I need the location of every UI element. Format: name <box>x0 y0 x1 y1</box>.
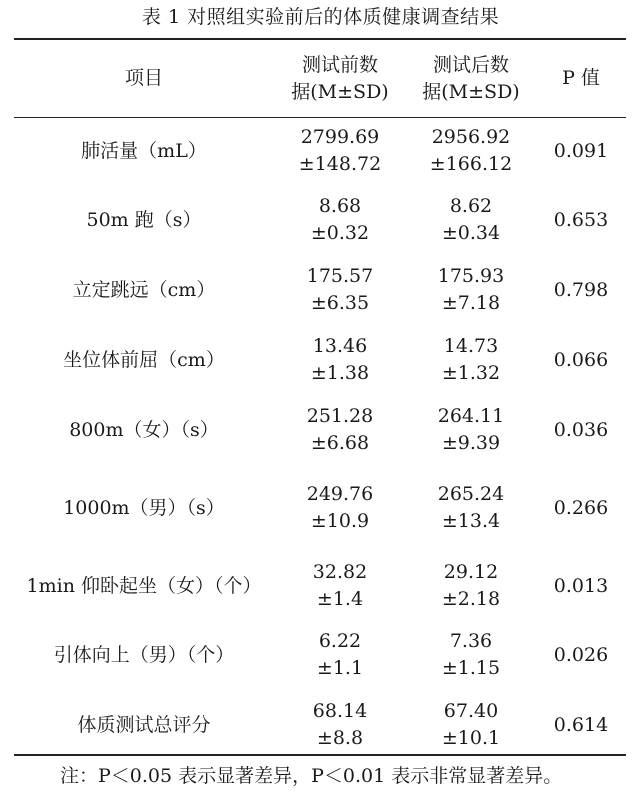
row-pre-value <box>274 689 406 761</box>
header-post-line1: 测试后数 <box>432 53 509 76</box>
header-item: 项目 <box>124 67 163 89</box>
row-item-label: 体质测试总评分 <box>77 713 211 736</box>
table-row <box>14 185 626 255</box>
row-pre-value <box>274 551 406 621</box>
table-row <box>14 117 626 185</box>
row-pre-value <box>274 117 406 185</box>
row-pre-mean: 68.14 <box>312 700 368 722</box>
row-post-value <box>406 689 536 761</box>
row-pre-mean: 249.76 <box>306 483 374 505</box>
row-pre-mean: 175.57 <box>306 265 374 287</box>
row-item-label: 50m 跑（s） <box>86 208 202 231</box>
table-row <box>14 465 626 551</box>
table-footnote: 注：P＜0.05 表示显著差异，P＜0.01 表示非常显著差异。 <box>60 765 563 787</box>
row-post-mean: 14.73 <box>443 335 499 357</box>
row-pre-value <box>274 185 406 255</box>
row-post-sd: ±10.1 <box>441 727 501 749</box>
row-pre-sd: ±8.8 <box>316 727 364 749</box>
row-post-value <box>406 465 536 551</box>
row-pre-value <box>274 465 406 551</box>
row-post-value <box>406 325 536 395</box>
row-pre-value <box>274 325 406 395</box>
row-post-mean: 8.62 <box>449 195 493 217</box>
header-pre <box>274 40 406 117</box>
row-pre-mean: 6.22 <box>318 630 362 652</box>
row-p-value: 0.091 <box>553 139 609 162</box>
row-post-sd: ±7.18 <box>441 292 501 314</box>
row-pre-sd: ±10.9 <box>310 510 370 532</box>
row-item-label: 800m（女）（s） <box>69 418 219 441</box>
table-row <box>14 621 626 689</box>
row-post-mean: 175.93 <box>437 265 505 287</box>
table-title: 表 1 对照组实验前后的体质健康调查结果 <box>141 6 500 28</box>
row-pre-value <box>274 621 406 689</box>
table-body <box>14 117 626 761</box>
table-row <box>14 325 626 395</box>
row-p-value: 0.066 <box>553 348 609 371</box>
row-item-label: 肺活量（mL） <box>81 139 207 162</box>
row-post-value <box>406 255 536 325</box>
header-post-line2: 据(M±SD) <box>422 80 520 103</box>
row-post-sd: ±0.34 <box>441 222 501 244</box>
row-pre-mean: 8.68 <box>318 195 362 217</box>
header-pre-line2: 据(M±SD) <box>291 80 389 103</box>
row-pre-value <box>274 395 406 465</box>
row-p-value: 0.026 <box>553 643 609 666</box>
header-pre-line1: 测试前数 <box>301 53 378 76</box>
row-p-value: 0.013 <box>553 574 609 597</box>
row-post-mean: 7.36 <box>449 630 493 652</box>
row-pre-mean: 251.28 <box>306 405 374 427</box>
row-pre-mean: 32.82 <box>312 561 368 583</box>
row-p-value: 0.036 <box>553 418 609 441</box>
row-post-mean: 264.11 <box>437 405 505 427</box>
row-pre-sd: ±1.1 <box>316 657 364 679</box>
table-row <box>14 689 626 761</box>
row-pre-sd: ±1.4 <box>316 588 364 610</box>
row-post-sd: ±13.4 <box>441 510 501 532</box>
row-pre-sd: ±6.35 <box>310 292 370 314</box>
row-post-value <box>406 117 536 185</box>
table-header-row <box>14 40 626 117</box>
row-post-value <box>406 395 536 465</box>
row-pre-sd: ±1.38 <box>310 362 370 384</box>
row-pre-sd: ±0.32 <box>310 222 370 244</box>
row-post-sd: ±1.15 <box>441 657 501 679</box>
row-post-mean: 67.40 <box>443 700 499 722</box>
row-post-value <box>406 621 536 689</box>
row-post-sd: ±9.39 <box>441 432 501 454</box>
table-row <box>14 551 626 621</box>
row-post-mean: 29.12 <box>443 561 499 583</box>
header-post <box>406 40 536 117</box>
row-pre-mean: 13.46 <box>312 335 368 357</box>
row-p-value: 0.653 <box>553 208 609 231</box>
row-p-value: 0.614 <box>553 713 609 736</box>
table-row <box>14 395 626 465</box>
row-post-mean: 265.24 <box>437 483 505 505</box>
table-row <box>14 255 626 325</box>
row-post-value <box>406 185 536 255</box>
row-post-value <box>406 551 536 621</box>
row-item-label: 立定跳远（cm） <box>72 278 216 301</box>
row-item-label: 1000m（男）（s） <box>63 496 225 519</box>
results-table <box>14 40 626 761</box>
row-item-label: 坐位体前屈（cm） <box>63 348 225 371</box>
row-pre-sd: ±148.72 <box>298 153 382 175</box>
row-item-label: 引体向上（男）（个） <box>53 643 235 666</box>
header-p: P 值 <box>562 67 600 89</box>
row-p-value: 0.266 <box>553 496 609 519</box>
row-post-mean: 2956.92 <box>431 126 511 148</box>
row-p-value: 0.798 <box>553 278 609 301</box>
row-pre-sd: ±6.68 <box>310 432 370 454</box>
row-post-sd: ±166.12 <box>429 153 513 175</box>
row-post-sd: ±2.18 <box>441 588 501 610</box>
row-pre-value <box>274 255 406 325</box>
row-post-sd: ±1.32 <box>441 362 501 384</box>
row-pre-mean: 2799.69 <box>300 126 380 148</box>
row-item-label: 1min 仰卧起坐（女）（个） <box>26 574 262 597</box>
